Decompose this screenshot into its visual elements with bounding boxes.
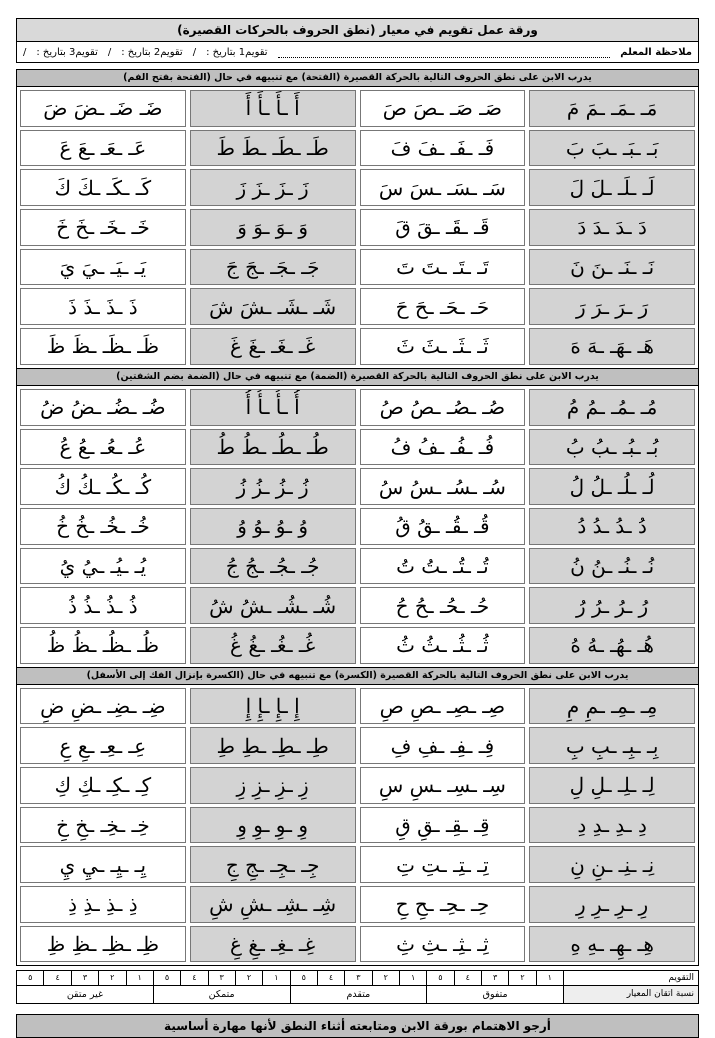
- score-cell[interactable]: ٢: [235, 971, 262, 985]
- letter-cell: رَ ـرَ ـرَ رَ: [529, 288, 695, 325]
- level-cell: غير متقن: [66, 989, 103, 1001]
- score-cell[interactable]: ٥: [290, 971, 317, 985]
- level-cell: متمكن: [153, 986, 290, 1003]
- letter-cell: ذَ ـذَ ـذَ ذَ: [20, 288, 186, 325]
- score-row: [17, 971, 698, 986]
- score-cell[interactable]: ٣: [208, 971, 235, 985]
- letter-cell: طُـ ـطُـ ـطُ طُ: [190, 429, 356, 466]
- score-cell[interactable]: ٥: [426, 971, 453, 985]
- letter-cell: خِـ ـخِـ ـخِ خِ: [20, 807, 186, 844]
- level-row: [17, 986, 698, 1003]
- section-header: يدرب الابن على نطق الحروف التالية بالحركة القصيرة (الضمة) مع تنبيهه في حال (الضمة بضم الشفتين): [17, 369, 698, 386]
- teacher-note-dots: [278, 47, 611, 58]
- letter-cell: نَـ ـنَـ ـنَ نَ: [529, 249, 695, 286]
- letter-cell: لَـ ـلَـ ـلَ لَ: [529, 169, 695, 206]
- letter-cell: سُـ ـسُـ ـسُ سُ: [360, 468, 526, 505]
- letter-cell: وَ ـوَ ـوَ وَ: [190, 209, 356, 246]
- score-cell[interactable]: ١: [399, 971, 426, 985]
- letter-cell: وِ ـوِ ـوِ وِ: [190, 807, 356, 844]
- section-header: يدرب الابن على نطق الحروف التالية بالحركة القصيرة (الفتحة) مع تنبيهه في حال (الفتحة بفتح الفم): [17, 70, 698, 87]
- letter-cell: فِـ ـفِـ ـفِ فِ: [360, 727, 526, 764]
- letter-cell: أَ ـأَ ـأَ أَ: [190, 90, 356, 127]
- letter-cell: جَـ ـجَـ ـجَ جَ: [190, 249, 356, 286]
- letter-cell: غُـ ـغُـ ـغُ غُ: [190, 627, 356, 664]
- letter-cell: قَـ ـقَـ ـقَ قَ: [360, 209, 526, 246]
- letter-cell: أُ ـأُ ـأُ أُ: [190, 389, 356, 426]
- score-cell[interactable]: ٤: [454, 971, 481, 985]
- eval1-label: تقويم1 بتاريخ :: [206, 46, 268, 58]
- letter-cell: طِـ ـطِـ ـطِ طِ: [190, 727, 356, 764]
- letter-cell: نِـ ـنِـ ـنِ نِ: [529, 846, 695, 883]
- letter-cell: وُ ـوُ ـوُ وُ: [190, 508, 356, 545]
- letter-cell: ثِـ ـثِـ ـثِ ثِ: [360, 926, 526, 963]
- letter-cell: بِـ ـبِـ ـبِ بِ: [529, 727, 695, 764]
- letter-cell: قِـ ـقِـ ـقِ قِ: [360, 807, 526, 844]
- sections-container: [16, 69, 699, 966]
- letter-cell: هِـ ـهِـ ـهِ هِ: [529, 926, 695, 963]
- letters-grid: [17, 386, 698, 667]
- section-header: يدرب الابن على نطق الحروف التالية بالحركة القصيرة (الكسرة) مع تنبيهه في حال (الكسرة بإنزال الفك إلى الأسفل): [17, 668, 698, 685]
- letter-cell: فُـ ـفُـ ـفُ فُ: [360, 429, 526, 466]
- eval3-label: تقويم3 بتاريخ :: [36, 46, 98, 58]
- letter-cell: زُ ـزُ ـزُ زُ: [190, 468, 356, 505]
- letter-cell: زِ ـزِ ـزِ زِ: [190, 767, 356, 804]
- score-cell[interactable]: ٣: [71, 971, 98, 985]
- letter-cell: ظِـ ـظِـ ـظِ ظِ: [20, 926, 186, 963]
- letter-cell: سِـ ـسِـ ـسِ سِ: [360, 767, 526, 804]
- letter-cell: بَـ ـبَـ ـبَ بَ: [529, 130, 695, 167]
- letter-cell: يَـ ـيَـ ـيَ يَ: [20, 249, 186, 286]
- section-2: [16, 369, 699, 668]
- letter-cell: بُـ ـبُـ ـبُ بُ: [529, 429, 695, 466]
- letter-cell: هُـ ـهُـ ـهُ هُ: [529, 627, 695, 664]
- eval1-slash: /: [192, 46, 197, 58]
- letter-cell: مُـ ـمُـ ـمُ مُ: [529, 389, 695, 426]
- letter-cell: غَـ ـغَـ ـغَ غَ: [190, 328, 356, 365]
- score-cell[interactable]: ٤: [317, 971, 344, 985]
- letter-cell: غِـ ـغِـ ـغِ غِ: [190, 926, 356, 963]
- score-cell[interactable]: ٢: [372, 971, 399, 985]
- level-cell: متفوق: [426, 986, 563, 1003]
- letter-cell: رُ ـرُ ـرُ رُ: [529, 587, 695, 624]
- letter-cell: تِـ ـتِـ ـتِ تِ: [360, 846, 526, 883]
- level-cell: متقدم: [290, 986, 427, 1003]
- letter-cell: ضِـ ـضِـ ـضِ ضِ: [20, 688, 186, 725]
- worksheet-page: [16, 18, 699, 1034]
- letter-cell: مِـ ـمِـ ـمِ مِ: [529, 688, 695, 725]
- score-cell[interactable]: ٥: [153, 971, 180, 985]
- letter-cell: جِـ ـجِـ ـجِ جِ: [190, 846, 356, 883]
- letter-cell: مَـ ـمَـ ـمَ مَ: [529, 90, 695, 127]
- letter-cell: حَـ ـحَـ ـحَ حَ: [360, 288, 526, 325]
- letter-cell: جُـ ـجُـ ـجُ جُ: [190, 548, 356, 585]
- score-cell[interactable]: ٤: [43, 971, 70, 985]
- letter-cell: ثُـ ـثُـ ـثُ ثُ: [360, 627, 526, 664]
- letter-cell: طَـ ـطَـ ـطَ طَ: [190, 130, 356, 167]
- letter-cell: ضُـ ـضُـ ـضُ ضُ: [20, 389, 186, 426]
- letter-cell: يِـ ـيِـ ـيِ يِ: [20, 846, 186, 883]
- letter-cell: ظُـ ـظُـ ـظُ ظُ: [20, 627, 186, 664]
- letter-cell: زَ ـزَ ـزَ زَ: [190, 169, 356, 206]
- score-cell[interactable]: ١: [126, 971, 153, 985]
- worksheet-title: ورقة عمل تقويم في معيار (نطق الحروف بالحركات القصيرة): [16, 18, 699, 42]
- letter-cell: عِـ ـعِـ ـعِ عِ: [20, 727, 186, 764]
- letter-cell: كُـ ـكُـ ـكُ كُ: [20, 468, 186, 505]
- letter-cell: خَـ ـخَـ ـخَ خَ: [20, 209, 186, 246]
- letter-cell: رِ ـرِ ـرِ رِ: [529, 886, 695, 923]
- eval2-label: تقويم2 بتاريخ :: [121, 46, 183, 58]
- score-cell[interactable]: ٢: [508, 971, 535, 985]
- teacher-note-label: ملاحظة المعلم: [620, 46, 692, 58]
- score-cell[interactable]: ٤: [180, 971, 207, 985]
- score-cell[interactable]: ٣: [344, 971, 371, 985]
- score-cell[interactable]: ١: [262, 971, 289, 985]
- letter-cell: ضَـ ضَـ ـضَ ضَ: [20, 90, 186, 127]
- letter-cell: ذِ ـذِ ـذِ ذِ: [20, 886, 186, 923]
- score-cell[interactable]: ٢: [98, 971, 125, 985]
- letter-cell: صُـ ـصُـ ـصُ صُ: [360, 389, 526, 426]
- letter-cell: ذُ ـذُ ـذُ ذُ: [20, 587, 186, 624]
- letter-cell: عُـ ـعُـ ـعُ عُ: [20, 429, 186, 466]
- eval3-slash: /: [23, 46, 27, 58]
- letter-cell: فَـ ـفَـ ـفَ فَ: [360, 130, 526, 167]
- letter-cell: نُـ ـنُـ ـنُ نُ: [529, 548, 695, 585]
- letter-cell: لِـ ـلِـ ـلِ لِ: [529, 767, 695, 804]
- letter-cell: إِ ـإِ ـإِ إِ: [190, 688, 356, 725]
- letter-cell: لُـ ـلُـ ـلُ لُ: [529, 468, 695, 505]
- score-label: التقويم: [563, 971, 698, 985]
- letter-cell: تَـ ـتَـ ـتَ تَ: [360, 249, 526, 286]
- letter-cell: خُـ ـخُـ ـخُ خُ: [20, 508, 186, 545]
- letter-cell: دِ ـدِ ـدِ دِ: [529, 807, 695, 844]
- eval2-slash: /: [107, 46, 112, 58]
- letters-grid: [17, 685, 698, 966]
- letter-cell: شُـ ـشُـ ـشُ شُ: [190, 587, 356, 624]
- score-cell[interactable]: ٥: [28, 973, 33, 983]
- score-cell[interactable]: ١: [536, 971, 563, 985]
- score-cell[interactable]: ٣: [481, 971, 508, 985]
- letter-cell: هَـ ـهَـ ـهَ هَ: [529, 328, 695, 365]
- letters-grid: [17, 87, 698, 368]
- letter-cell: دَ ـدَ ـدَ دَ: [529, 209, 695, 246]
- letter-cell: ثَـ ـثَـ ـثَ ثَ: [360, 328, 526, 365]
- section-3: [16, 668, 699, 967]
- footer-note: أرجو الاهتمام بورقة الابن ومتابعته أثناء النطق لأنها مهارة أساسية: [16, 1014, 699, 1038]
- letter-cell: يُـ ـيُـ ـيُ يُ: [20, 548, 186, 585]
- rating-table: [16, 970, 699, 1004]
- letter-cell: قُـ ـقُـ ـقُ قُ: [360, 508, 526, 545]
- letter-cell: كِـ ـكِـ ـكِ كِ: [20, 767, 186, 804]
- letter-cell: شِـ ـشِـ ـشِ شِ: [190, 886, 356, 923]
- letter-cell: صَـ صَـ ـصَ صَ: [360, 90, 526, 127]
- letter-cell: كَـ ـكَـ ـكَ كَ: [20, 169, 186, 206]
- letter-cell: دُ ـدُ ـدُ دُ: [529, 508, 695, 545]
- letter-cell: تُـ ـتُـ ـتُ تُ: [360, 548, 526, 585]
- letter-cell: حُـ ـحُـ ـحُ حُ: [360, 587, 526, 624]
- section-1: [16, 69, 699, 369]
- letter-cell: عَـ ـعَـ ـعَ عَ: [20, 130, 186, 167]
- letter-cell: سَـ ـسَـ ـسَ سَ: [360, 169, 526, 206]
- letter-cell: شَـ ـشَـ ـشَ شَ: [190, 288, 356, 325]
- level-label: نسبة اتقان المعيار: [563, 986, 698, 1003]
- letter-cell: حِـ ـحِـ ـحِ حِ: [360, 886, 526, 923]
- meta-row: [16, 42, 699, 63]
- letter-cell: صِـ ـصِـ ـصِ صِ: [360, 688, 526, 725]
- letter-cell: ظَـ ـظَـ ـظَ ظَ: [20, 328, 186, 365]
